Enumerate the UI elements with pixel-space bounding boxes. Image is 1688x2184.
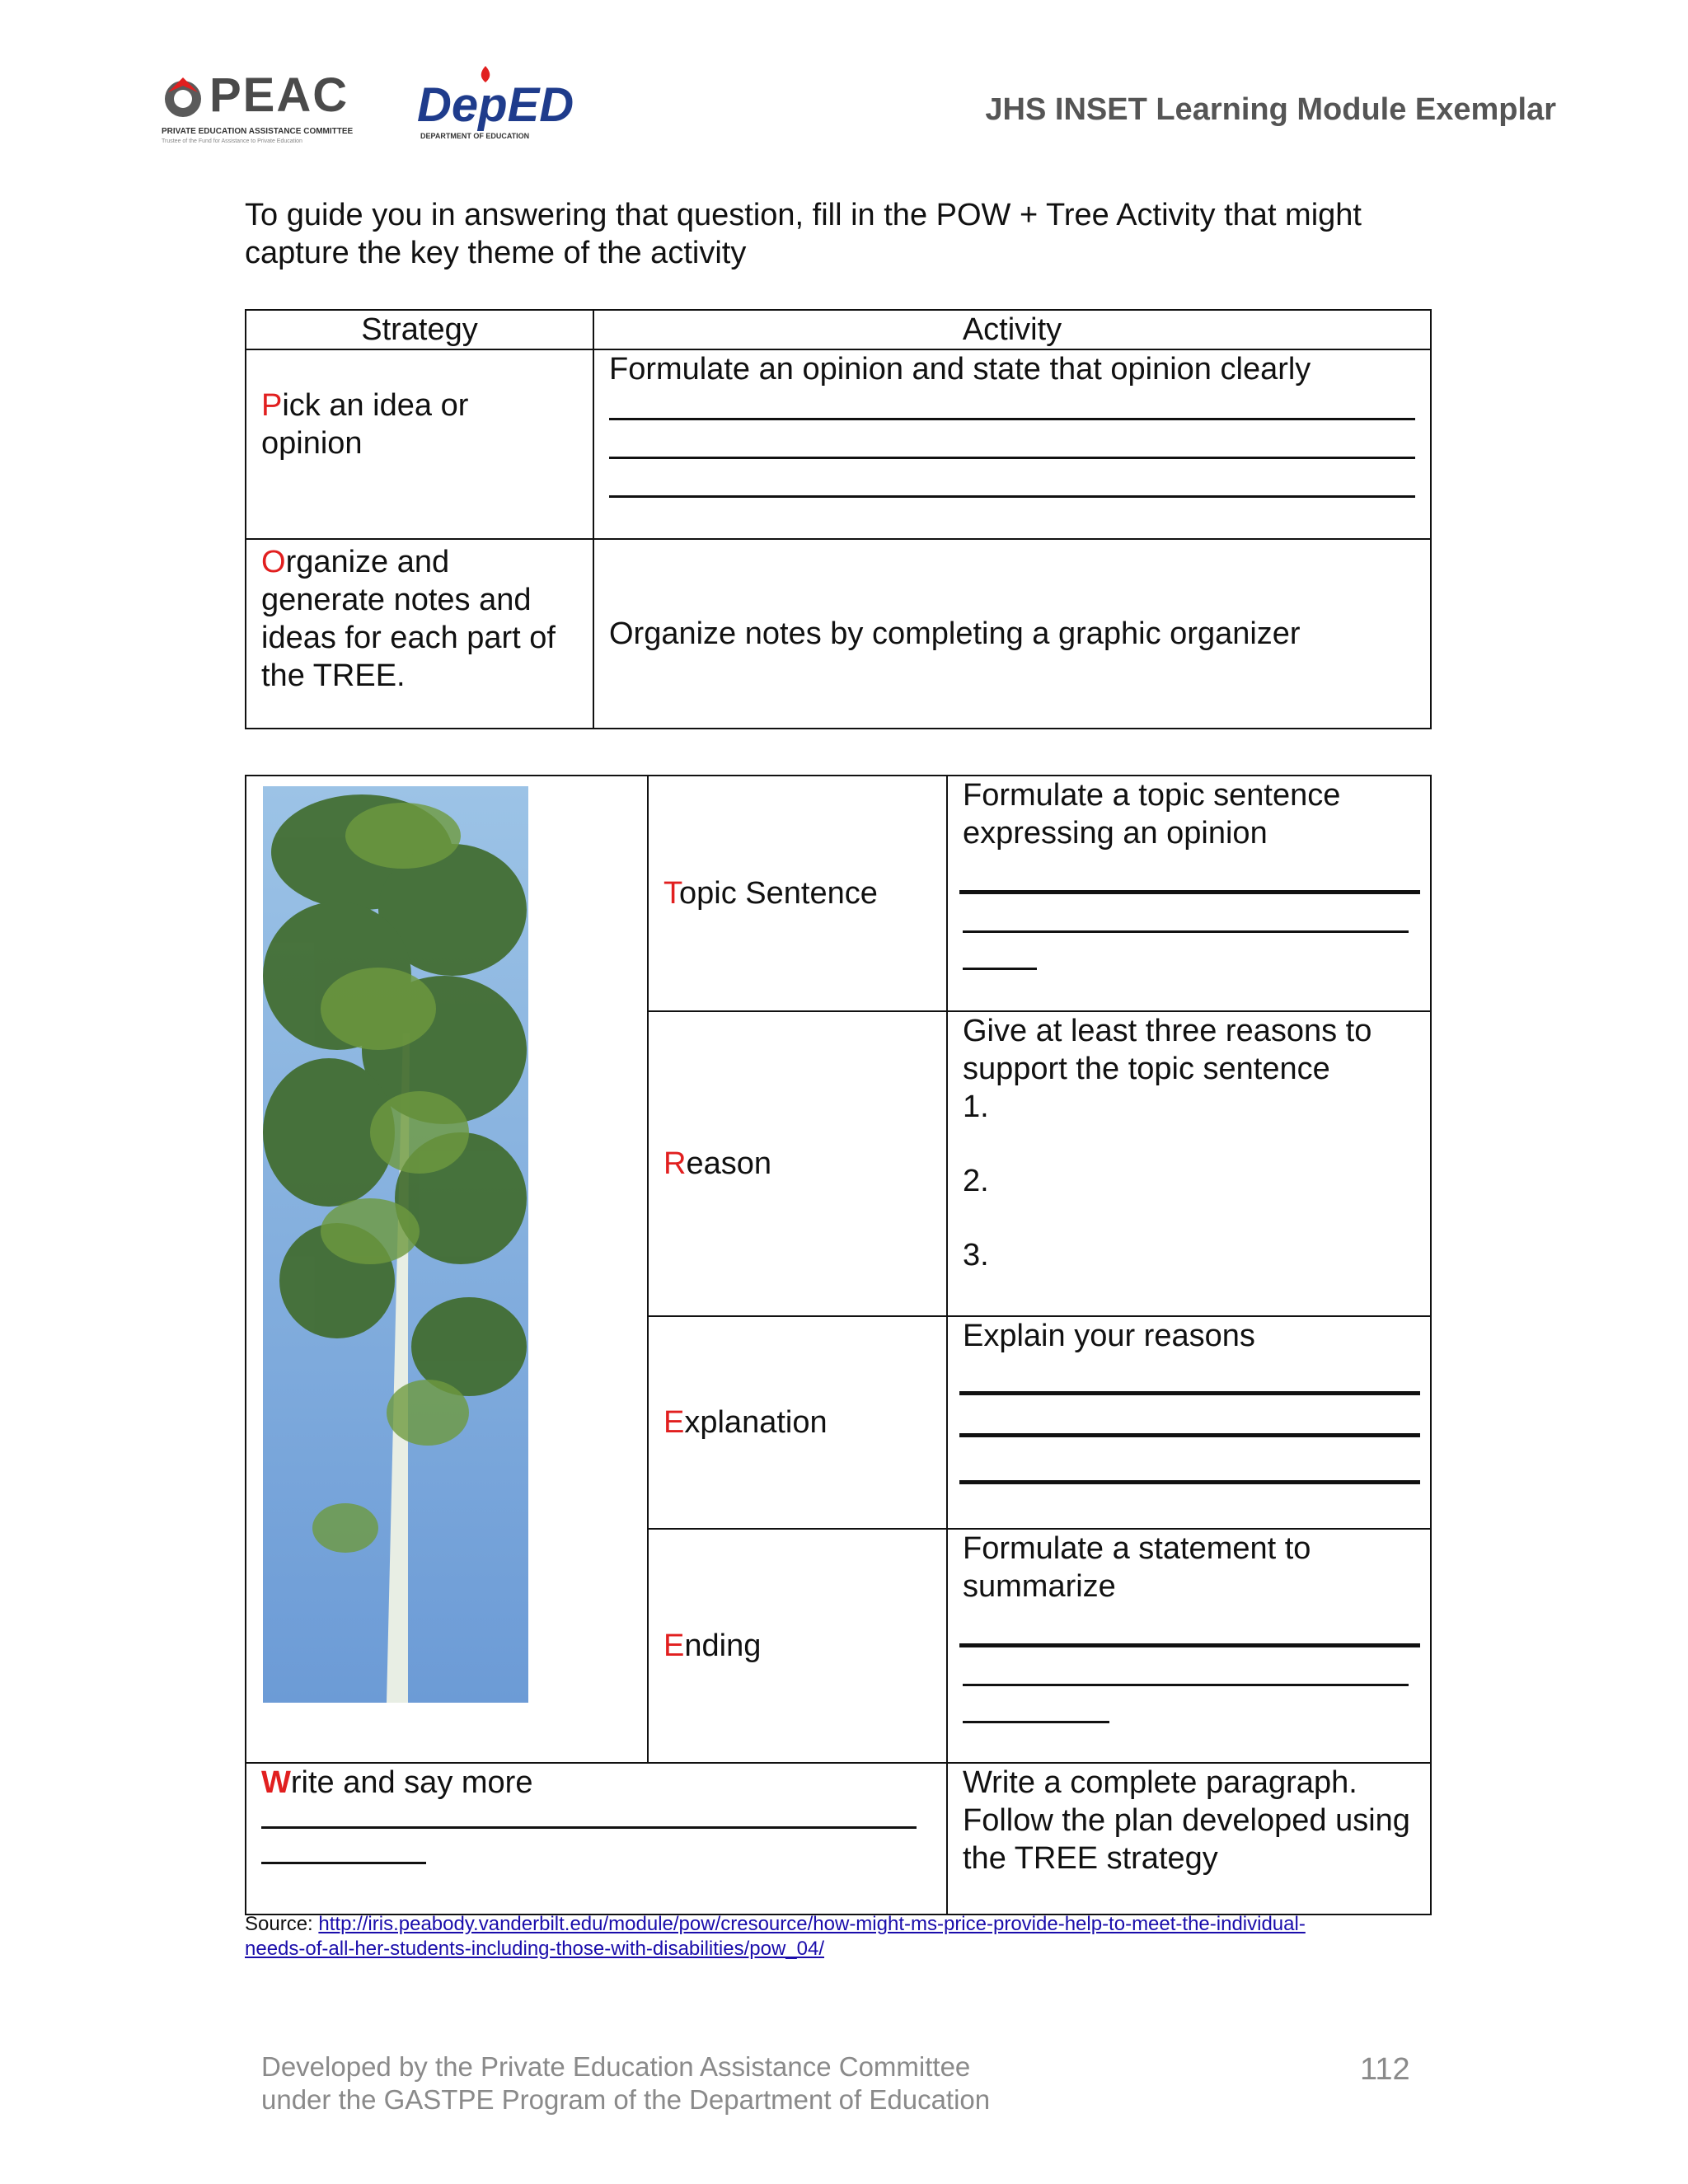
tree-activity-ending	[947, 1529, 1431, 1763]
pick-initial: P	[261, 388, 283, 423]
topic-activity-text: Formulate a topic sentence expressing an opinion	[963, 778, 1341, 851]
tree-label-topic	[648, 776, 947, 1011]
write-answer-line-2[interactable]	[261, 1862, 426, 1864]
strategy-header: Strategy	[246, 310, 593, 349]
tree-photo	[263, 786, 528, 1703]
explanation-answer-line-3[interactable]	[959, 1480, 1420, 1484]
write-initial: W	[261, 1765, 291, 1800]
source-label: Source:	[245, 1913, 319, 1935]
pick-answer-line-1[interactable]	[609, 418, 1415, 420]
deped-wordmark: DepED	[417, 78, 574, 132]
pick-answer-line-2[interactable]	[609, 457, 1415, 459]
organize-initial: O	[261, 545, 286, 579]
tree-activity-reason	[947, 1011, 1431, 1316]
explanation-label: xplanation	[684, 1405, 828, 1440]
write-label-cell	[246, 1763, 947, 1915]
footer-line-1: Developed by the Private Education Assistance Committee	[261, 2051, 971, 2082]
strategy-pick	[246, 349, 593, 539]
explanation-initial: E	[663, 1405, 685, 1440]
write-label: rite and say more	[290, 1765, 533, 1800]
tree-label-explanation	[648, 1316, 947, 1529]
ending-activity-text: Formulate a statement to summarize	[963, 1531, 1311, 1604]
explanation-answer-line-2[interactable]	[959, 1433, 1420, 1437]
reason-label: eason	[686, 1146, 771, 1181]
module-title: JHS INSET Learning Module Exemplar	[985, 92, 1556, 127]
footer-credit	[261, 2050, 990, 2116]
reason-item-3: 3.	[963, 1238, 989, 1272]
reason-item-2: 2.	[963, 1164, 989, 1198]
topic-label: opic Sentence	[679, 876, 878, 911]
source-link[interactable]: http://iris.peabody.vanderbilt.edu/module/pow/cresource/how-might-ms-price-provide-help-to-meet-the-individual- needs-of-all-her-students-including-those-with-disabilities/pow_04/	[245, 1913, 1306, 1960]
explanation-answer-line-1[interactable]	[959, 1391, 1420, 1395]
tree-label-ending	[648, 1529, 947, 1763]
write-activity-cell	[947, 1763, 1431, 1915]
activity-header: Activity	[593, 310, 1431, 349]
ending-answer-line-1[interactable]	[959, 1643, 1420, 1647]
tree-label-reason	[648, 1011, 947, 1316]
topic-answer-line-1[interactable]	[959, 890, 1420, 894]
ending-answer-line-2[interactable]	[963, 1684, 1409, 1686]
tree-activity-explanation	[947, 1316, 1431, 1529]
ending-initial: E	[663, 1629, 685, 1663]
topic-answer-line-3[interactable]	[963, 968, 1037, 970]
peac-tagline: Trustee of the Fund for Assistance to Private Education	[162, 138, 302, 144]
reason-item-1: 1.	[963, 1090, 989, 1124]
ending-answer-line-3[interactable]	[963, 1721, 1109, 1723]
peac-logo	[162, 68, 384, 153]
topic-initial: T	[663, 876, 679, 911]
page-number: 112	[1360, 2052, 1410, 2087]
pick-answer-line-3[interactable]	[609, 495, 1415, 498]
reason-activity-text: Give at least three reasons to support the topic sentence	[963, 1014, 1372, 1086]
organize-activity-text: Organize notes by completing a graphic organizer	[609, 616, 1301, 651]
explanation-activity-text: Explain your reasons	[963, 1319, 1255, 1353]
strategy-organize	[246, 539, 593, 729]
deped-subtitle: DEPARTMENT OF EDUCATION	[420, 132, 530, 140]
ending-label: nding	[684, 1629, 762, 1663]
peac-emblem-icon	[162, 74, 204, 120]
tree-activity-topic	[947, 776, 1431, 1011]
organize-label: rganize and generate notes and ideas for each part of the TREE.	[261, 545, 556, 693]
tree-image-cell	[246, 776, 648, 1763]
pick-label: ick an idea or opinion	[261, 388, 469, 461]
write-activity-text: Write a complete paragraph. Follow the plan developed using the TREE strategy	[963, 1765, 1410, 1876]
peac-wordmark: PEAC	[209, 68, 349, 122]
activity-organize	[593, 539, 1431, 729]
source-citation	[245, 1912, 1448, 1961]
peac-subtitle: PRIVATE EDUCATION ASSISTANCE COMMITTEE	[162, 127, 354, 136]
pow-table	[245, 309, 1432, 729]
deped-logo	[417, 66, 574, 148]
pick-activity-text: Formulate an opinion and state that opinion clearly	[609, 352, 1311, 387]
activity-pick	[593, 349, 1431, 539]
intro-text: To guide you in answering that question, fill in the POW + Tree Activity that might capture the key theme of the activity	[245, 198, 1362, 270]
tree-table	[245, 775, 1432, 1915]
topic-answer-line-2[interactable]	[963, 930, 1409, 933]
reason-initial: R	[663, 1146, 687, 1181]
write-answer-line-1[interactable]	[261, 1826, 917, 1829]
footer-line-2: under the GASTPE Program of the Department of Education	[261, 2084, 991, 2115]
